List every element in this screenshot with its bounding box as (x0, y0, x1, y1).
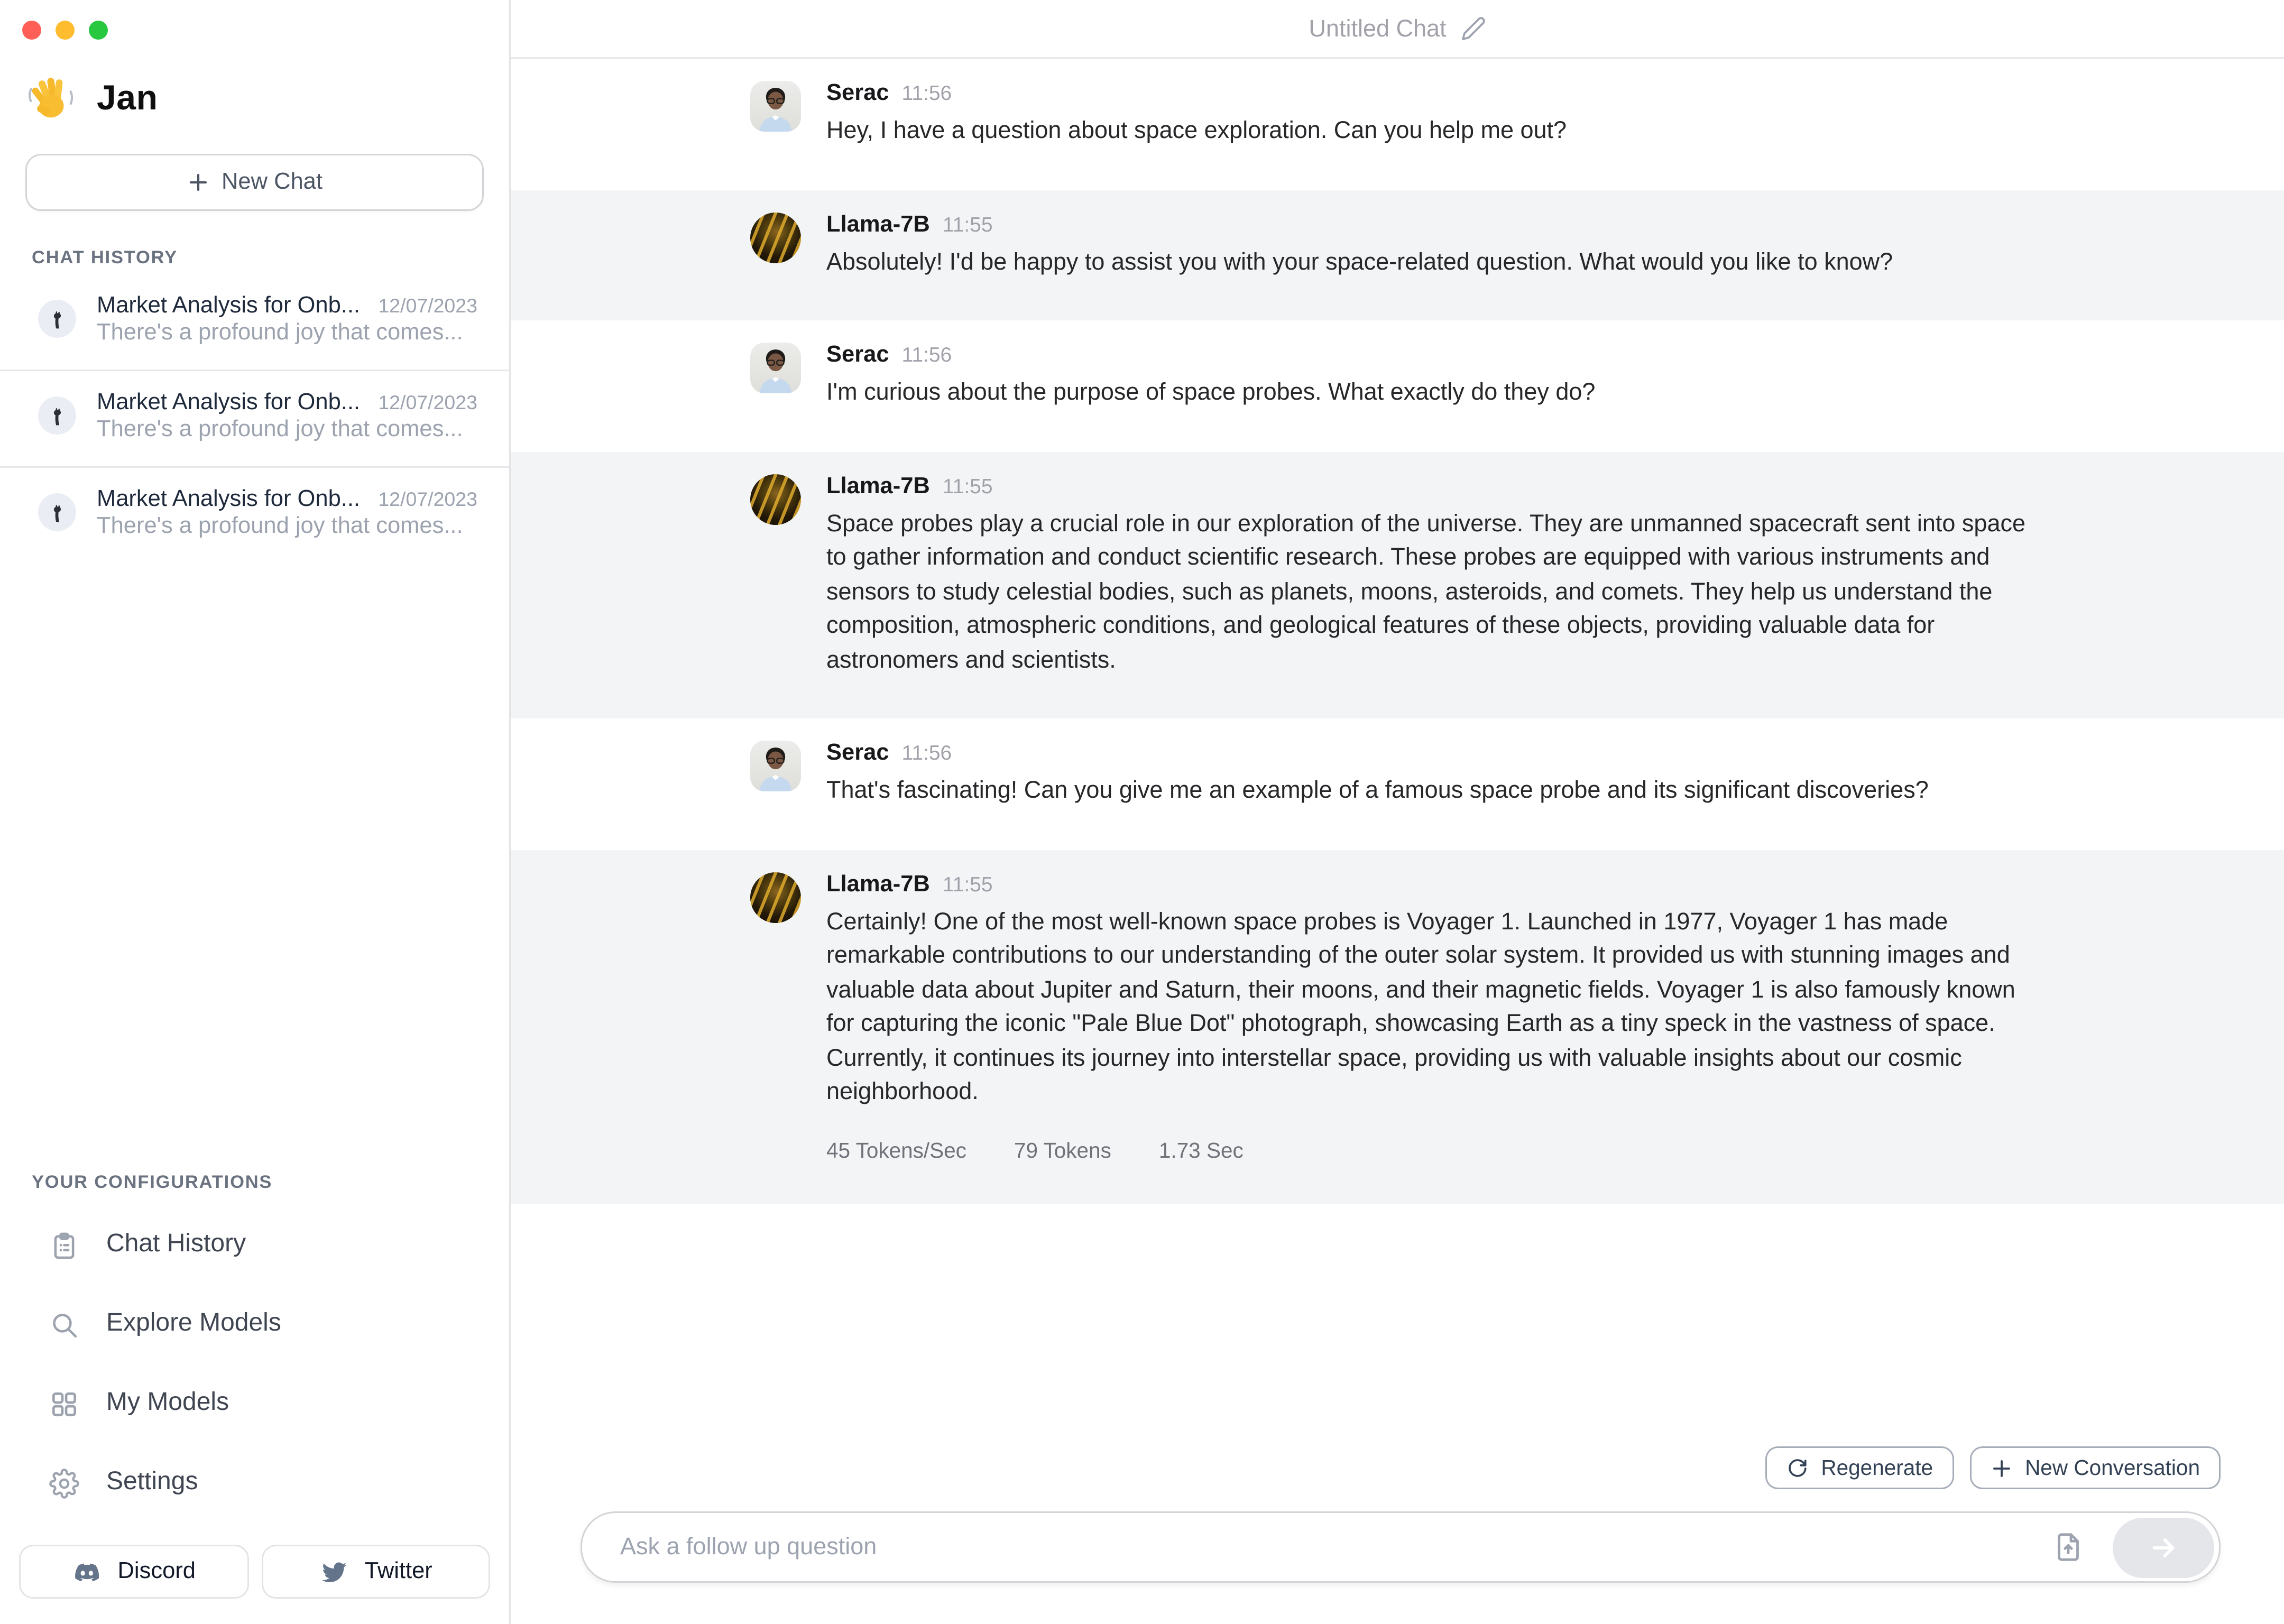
user-avatar (750, 343, 801, 393)
configurations-list (0, 1205, 509, 1522)
new-chat-button[interactable] (25, 154, 484, 211)
thread-avatar (38, 396, 76, 435)
window-controls (0, 0, 509, 40)
message-text: I'm curious about the purpose of space probes. What exactly do they do? (826, 379, 1596, 406)
regenerate-label: Regenerate (1821, 1456, 1933, 1480)
new-conversation-label: New Conversation (2025, 1456, 2200, 1480)
message-row-assistant (511, 850, 2284, 1203)
file-upload-icon[interactable] (2052, 1530, 2084, 1564)
chat-history-item[interactable] (0, 466, 509, 563)
close-window-button[interactable] (22, 21, 41, 40)
sidebar (0, 0, 511, 1624)
assistant-avatar (750, 872, 801, 922)
sidebar-item-my-models[interactable] (0, 1364, 509, 1443)
arrow-right-icon (2148, 1531, 2179, 1563)
plus-icon (1990, 1457, 2012, 1479)
app-name: Jan (97, 78, 158, 117)
message-row-user (511, 320, 2284, 451)
discord-label: Discord (117, 1559, 196, 1584)
thread-title: Market Analysis for Onb... (97, 487, 361, 512)
message-body (826, 741, 2044, 808)
message-row-assistant (511, 190, 2284, 321)
thread-title: Market Analysis for Onb... (97, 293, 361, 319)
assistant-avatar (750, 212, 801, 263)
chat-panel (511, 0, 2284, 1624)
discord-button[interactable] (19, 1545, 248, 1599)
message-time: 11:56 (901, 343, 952, 366)
message-time: 11:56 (901, 81, 952, 105)
message-time: 11:55 (942, 473, 993, 497)
thread-date: 12/07/2023 (378, 392, 477, 414)
message-text: Absolutely! I'd be happy to assist you with your space-related question. What would you like to know? (826, 248, 1893, 275)
message-author: Llama-7B (826, 211, 930, 237)
user-avatar (750, 81, 801, 132)
message-text: Certainly! One of the most well-known space probes is Voyager 1. Launched in 1977, Voyager 1 has made remarkable contributions to our understanding of the outer solar system. It provided us with stunning images and valuable data about Jupiter and Saturn, their moons, and their magnetic fields. Voyager 1 is also famously known for capturing the iconic "Pale Blue Dot" photograph, showcasing Earth as a tiny speck in the vastness of space. Currently, it continues its journey into interstellar space, providing us with valuable insights about our cosmic neighborhood. (826, 908, 2015, 1105)
sidebar-footer (0, 1522, 509, 1624)
llama-icon (45, 404, 69, 428)
chat-history-list (0, 274, 509, 563)
thread-title: Market Analysis for Onb... (97, 390, 361, 416)
refresh-icon (1786, 1457, 1808, 1479)
sidebar-item-settings[interactable] (0, 1443, 509, 1522)
new-conversation-button[interactable] (1969, 1446, 2221, 1489)
message-body (826, 872, 2044, 1162)
sidebar-item-label: Settings (106, 1469, 198, 1496)
plus-icon (187, 171, 209, 193)
message-body (826, 212, 2044, 280)
message-row-user (511, 718, 2284, 850)
minimize-window-button[interactable] (56, 21, 75, 40)
user-photo (750, 741, 801, 791)
chat-title: Untitled Chat (1309, 15, 1447, 42)
chat-history-item[interactable] (0, 274, 509, 370)
message-time: 11:56 (901, 741, 952, 764)
message-row-user (511, 59, 2284, 190)
thread-preview: There's a profound joy that comes... (97, 320, 463, 346)
user-avatar (750, 741, 801, 791)
thread-preview: There's a profound joy that comes... (97, 417, 463, 442)
chat-actions (511, 1446, 2284, 1489)
thread-preview: There's a profound joy that comes... (97, 514, 463, 539)
message-text: Space probes play a crucial role in our exploration of the universe. They are unmanned spacecraft sent into space to gather information and conduct scientific research. These probes are equipped with various instruments and sensors to study celestial bodies, such as planets, moons, asteroids, and comets. They help us understand the composition, atmospheric conditions, and geological features of these objects, providing valuable data for astronomers and scientists. (826, 510, 2025, 673)
user-photo (750, 81, 801, 132)
llama-icon (45, 501, 69, 524)
new-chat-label: New Chat (221, 170, 323, 195)
chat-history-header: CHAT HISTORY (32, 249, 178, 268)
chat-history-item[interactable] (0, 370, 509, 466)
configurations-header: YOUR CONFIGURATIONS (32, 1174, 273, 1193)
search-icon (49, 1309, 79, 1340)
sidebar-item-label: My Models (106, 1389, 229, 1416)
gear-icon (49, 1468, 79, 1498)
message-body (826, 474, 2044, 678)
message-text: That's fascinating! Can you give me an example of a famous space probe and its significant discoveries? (826, 777, 1929, 804)
thread-avatar (38, 300, 76, 338)
assistant-avatar (750, 474, 801, 524)
sidebar-item-label: Explore Models (106, 1310, 281, 1337)
app-logo (24, 71, 509, 125)
twitter-button[interactable] (261, 1545, 491, 1599)
followup-input[interactable] (581, 1511, 2221, 1583)
clipboard-icon (49, 1230, 79, 1260)
send-button[interactable] (2113, 1517, 2214, 1577)
discord-icon (72, 1557, 102, 1587)
thread-date: 12/07/2023 (378, 295, 477, 317)
message-author: Serac (826, 81, 889, 106)
zoom-window-button[interactable] (89, 21, 108, 40)
message-text: Hey, I have a question about space exploration. Can you help me out? (826, 117, 1567, 144)
llama-icon (45, 307, 69, 331)
thread-summary (97, 487, 477, 541)
edit-pencil-icon[interactable] (1461, 16, 1486, 41)
message-body (826, 343, 2044, 410)
thread-summary (97, 293, 477, 347)
twitter-label: Twitter (364, 1559, 432, 1584)
twitter-icon (319, 1557, 349, 1587)
message-list (511, 59, 2284, 1434)
message-time: 11:55 (942, 211, 993, 236)
thread-avatar (38, 493, 76, 531)
user-photo (750, 343, 801, 393)
token-count: 79 Tokens (1014, 1138, 1111, 1162)
chat-header (511, 0, 2284, 59)
sidebar-item-chat-history[interactable] (0, 1205, 509, 1285)
message-author: Serac (826, 343, 889, 368)
composer (581, 1511, 2221, 1583)
grid-icon (49, 1389, 79, 1419)
message-time: 11:55 (942, 871, 993, 896)
message-stats (826, 1138, 2044, 1162)
regenerate-button[interactable] (1765, 1446, 1954, 1489)
message-body (826, 81, 2044, 149)
message-row-assistant (511, 451, 2284, 719)
sidebar-spacer (0, 563, 509, 1136)
message-author: Serac (826, 741, 889, 766)
tokens-per-sec: 45 Tokens/Sec (826, 1138, 966, 1162)
message-author: Llama-7B (826, 871, 930, 897)
generation-time: 1.73 Sec (1158, 1138, 1244, 1162)
message-author: Llama-7B (826, 473, 930, 499)
sidebar-item-label: Chat History (106, 1231, 246, 1258)
sidebar-item-explore-models[interactable] (0, 1285, 509, 1364)
thread-summary (97, 390, 477, 444)
waving-hand-icon (24, 71, 78, 125)
thread-date: 12/07/2023 (378, 488, 477, 511)
